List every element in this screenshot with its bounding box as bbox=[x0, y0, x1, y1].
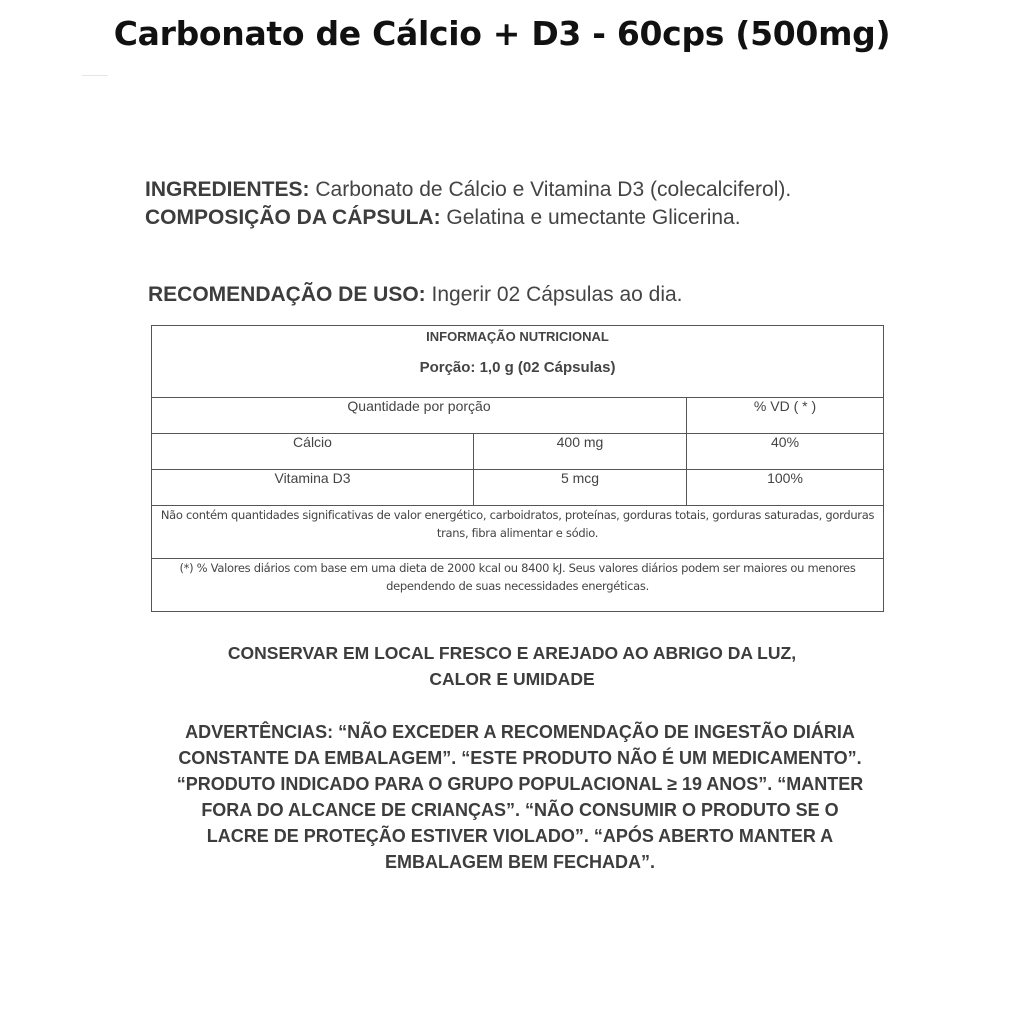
usage-label: RECOMENDAÇÃO DE USO: bbox=[148, 283, 426, 306]
col-quantity: Quantidade por porção bbox=[152, 398, 687, 434]
warnings bbox=[150, 719, 890, 875]
warning-line-2: CONSTANTE DA EMBALAGEM”. “ESTE PRODUTO NÃO É UM MEDICAMENTO”. bbox=[178, 748, 862, 768]
ingredients-line bbox=[145, 178, 791, 202]
nutrition-note-2: (*) % Valores diários com base em uma dieta de 2000 kcal ou 8400 kJ. Seus valores diários podem ser maiores ou menores dependendo de suas necessidades energéticas. bbox=[152, 559, 884, 612]
usage-line bbox=[148, 283, 683, 307]
table-row bbox=[152, 470, 884, 506]
warning-line-4: FORA DO ALCANCE DE CRIANÇAS”. “NÃO CONSUMIR O PRODUTO SE O bbox=[201, 800, 839, 820]
nutrient-amount: 400 mg bbox=[474, 434, 687, 470]
nutrition-note-1: Não contém quantidades significativas de valor energético, carboidratos, proteínas, gorduras totais, gorduras saturadas, gorduras trans, fibra alimentar e sódio. bbox=[152, 506, 884, 559]
usage-text: Ingerir 02 Cápsulas ao dia. bbox=[425, 283, 683, 306]
capsule-label: COMPOSIÇÃO DA CÁPSULA: bbox=[145, 206, 441, 229]
warning-line-1: ADVERTÊNCIAS: “NÃO EXCEDER A RECOMENDAÇÃO DE INGESTÃO DIÁRIA bbox=[185, 722, 855, 742]
nutrient-amount: 5 mcg bbox=[474, 470, 687, 506]
nutrition-table bbox=[151, 325, 884, 612]
warning-line-5: LACRE DE PROTEÇÃO ESTIVER VIOLADO”. “APÓS ABERTO MANTER A bbox=[206, 826, 834, 846]
nutrient-vd: 100% bbox=[687, 470, 884, 506]
table-row bbox=[152, 506, 884, 559]
nutrition-heading: INFORMAÇÃO NUTRICIONAL bbox=[426, 329, 609, 344]
nutrient-name: Vitamina D3 bbox=[152, 470, 474, 506]
nutrient-name: Cálcio bbox=[152, 434, 474, 470]
table-row bbox=[152, 398, 884, 434]
storage-line-1: CONSERVAR EM LOCAL FRESCO E AREJADO AO ABRIGO DA LUZ, bbox=[227, 643, 797, 663]
storage-line-2: CALOR E UMIDADE bbox=[429, 669, 595, 689]
capsule-text: Gelatina e umectante Glicerina. bbox=[440, 206, 741, 229]
table-row bbox=[152, 434, 884, 470]
table-row bbox=[152, 559, 884, 612]
ingredients-text: Carbonato de Cálcio e Vitamina D3 (colecalciferol). bbox=[309, 178, 792, 201]
capsule-line bbox=[145, 206, 741, 230]
divider bbox=[82, 75, 108, 76]
storage-instructions bbox=[0, 640, 1024, 692]
warning-line-3: “PRODUTO INDICADO PARA O GRUPO POPULACIONAL ≥ 19 ANOS”. “MANTER bbox=[176, 774, 864, 794]
ingredients-label: INGREDIENTES: bbox=[145, 178, 310, 201]
page-title: Carbonato de Cálcio + D3 - 60cps (500mg) bbox=[113, 14, 891, 53]
nutrition-header bbox=[152, 326, 884, 398]
nutrition-portion: Porção: 1,0 g (02 Cápsulas) bbox=[419, 359, 616, 376]
col-vd: % VD ( * ) bbox=[687, 398, 884, 434]
nutrition-header-row bbox=[152, 326, 884, 398]
warning-line-6: EMBALAGEM BEM FECHADA”. bbox=[385, 852, 655, 872]
nutrient-vd: 40% bbox=[687, 434, 884, 470]
